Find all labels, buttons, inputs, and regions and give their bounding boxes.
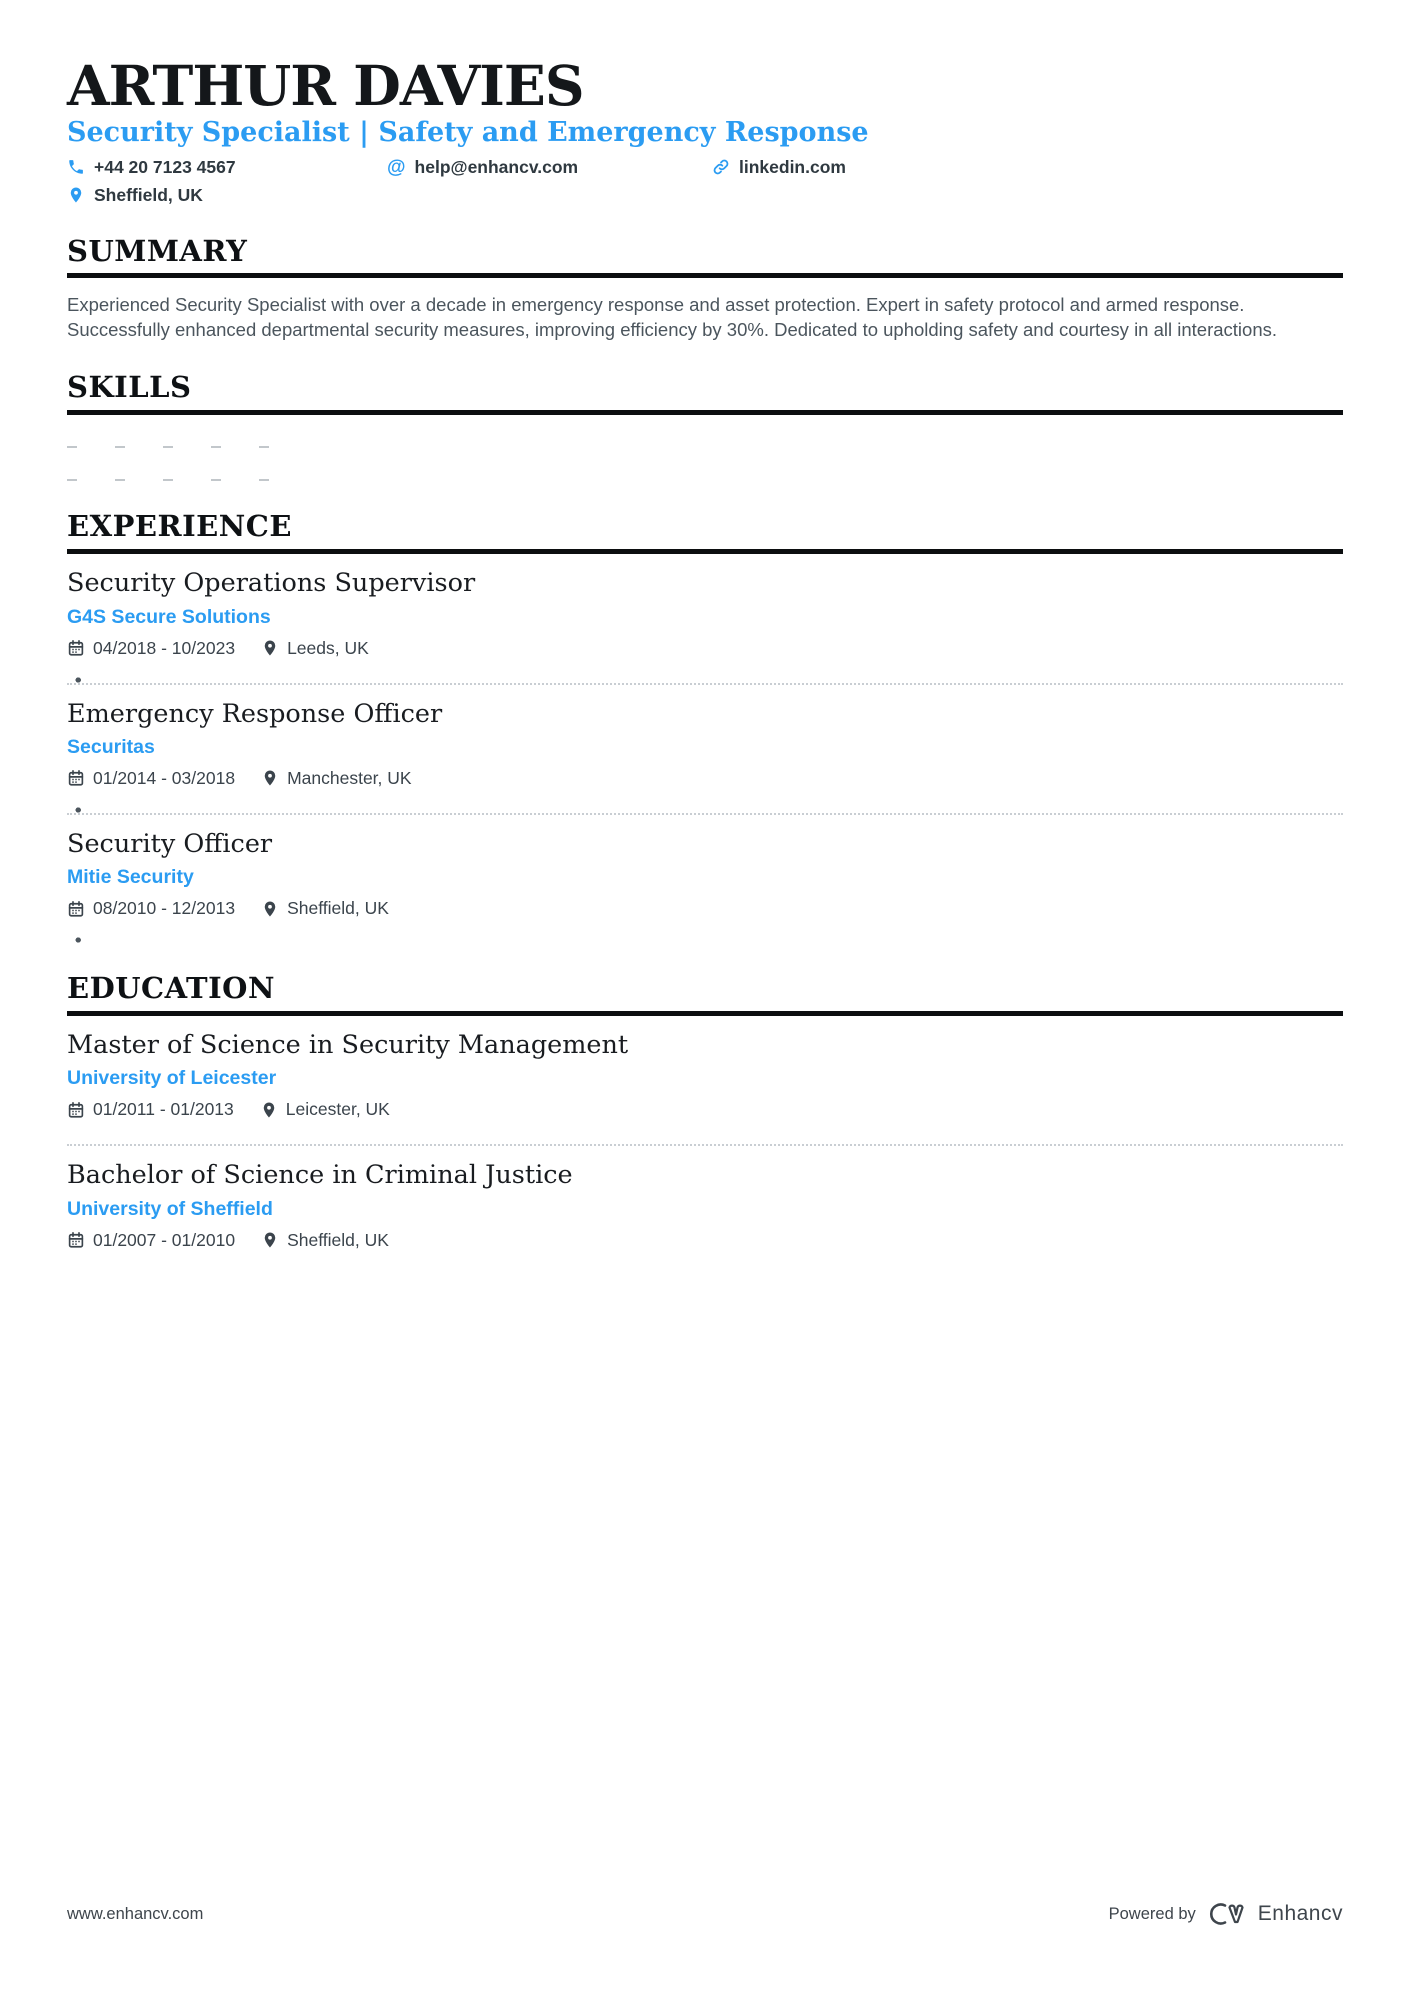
education-section <box>67 973 1343 1275</box>
location-icon <box>261 639 279 657</box>
person-name: ARTHUR DAVIES <box>67 53 584 118</box>
calendar-icon <box>67 1101 85 1119</box>
brand-name: Enhancv <box>1257 1902 1343 1925</box>
job-location-text: Sheffield, UK <box>287 898 389 919</box>
contact-email-text: help@enhancv.com <box>414 156 579 177</box>
job-dates-text: 04/2018 - 10/2023 <box>93 637 236 658</box>
skills-row-2 <box>67 465 1343 481</box>
job-location-text: Leeds, UK <box>287 637 369 658</box>
degree-school: University of Sheffield <box>67 1197 273 1220</box>
degree-list <box>67 1016 1343 1275</box>
job-title: Security Officer <box>67 828 273 859</box>
job-meta <box>67 768 1343 789</box>
job-company: G4S Secure Solutions <box>67 605 271 628</box>
calendar-icon <box>67 900 85 918</box>
calendar-icon <box>67 1231 85 1249</box>
role-subtitle: Security Specialist | Safety and Emergency Response <box>67 117 869 149</box>
experience-section <box>67 511 1343 943</box>
education-heading: EDUCATION <box>67 973 1343 1016</box>
degree-entry <box>67 1144 1343 1274</box>
contact-linkedin[interactable] <box>712 157 846 178</box>
degree-location-text: Sheffield, UK <box>287 1229 389 1250</box>
degree-dates <box>67 1230 235 1251</box>
degree-title: Master of Science in Security Management <box>67 1030 629 1061</box>
contact-row-2 <box>67 185 1343 206</box>
degree-title: Bachelor of Science in Criminal Justice <box>67 1160 573 1191</box>
job-location <box>261 898 389 919</box>
summary-heading: SUMMARY <box>67 236 1343 279</box>
skill-tag <box>211 432 221 448</box>
calendar-icon <box>67 769 85 787</box>
job-dates <box>67 638 235 659</box>
degree-dates-text: 01/2007 - 01/2010 <box>93 1229 236 1250</box>
degree-dates <box>67 1099 234 1120</box>
link-icon <box>712 158 730 176</box>
location-icon <box>261 1231 279 1249</box>
job-dates <box>67 898 235 919</box>
powered-by-label: Powered by <box>1108 1904 1196 1923</box>
summary-text: Experienced Security Specialist with over a decade in emergency response and asset protection. Expert in safety protocol and armed response. Successfully enhanced departmental security measures, improving efficiency by 30%. Dedicated to upholding safety and courtesy in all interactions. <box>67 294 1278 341</box>
degree-entry <box>67 1016 1343 1144</box>
skills-heading: SKILLS <box>67 372 1343 415</box>
location-icon <box>260 1101 278 1119</box>
degree-location <box>260 1099 390 1120</box>
job-title: Security Operations Supervisor <box>67 568 476 599</box>
contact-location <box>67 185 203 206</box>
location-icon <box>261 900 279 918</box>
skills-section <box>67 372 1343 481</box>
skill-tag <box>115 465 125 481</box>
degree-meta <box>67 1099 1343 1120</box>
job-entry <box>67 554 1343 682</box>
degree-meta <box>67 1230 1343 1251</box>
skill-tag <box>67 465 77 481</box>
phone-icon <box>67 158 85 176</box>
job-company: Securitas <box>67 735 155 758</box>
contact-phone[interactable] <box>67 157 387 178</box>
degree-dates-text: 01/2011 - 01/2013 <box>93 1099 234 1120</box>
contact-row-1 <box>67 157 1343 178</box>
skill-tag <box>67 432 77 448</box>
skill-tag <box>259 432 269 448</box>
powered-by[interactable] <box>1109 1901 1343 1927</box>
location-icon <box>261 769 279 787</box>
skill-tag <box>163 432 173 448</box>
job-dates <box>67 768 235 789</box>
skill-tag <box>259 465 269 481</box>
summary-section <box>67 233 1343 343</box>
job-meta <box>67 898 1343 919</box>
degree-school: University of Leicester <box>67 1067 277 1090</box>
footer-site-link[interactable]: www.enhancv.com <box>67 1904 204 1923</box>
job-location <box>261 768 412 789</box>
enhancv-logo-icon <box>1207 1901 1247 1927</box>
experience-heading: EXPERIENCE <box>67 511 1343 554</box>
job-company: Mitie Security <box>67 866 194 889</box>
at-icon: @ <box>387 156 406 178</box>
skills-row-1 <box>67 432 1343 448</box>
job-title: Emergency Response Officer <box>67 698 443 729</box>
contact-phone-text: +44 20 7123 4567 <box>94 156 236 177</box>
skill-tag <box>163 465 173 481</box>
job-dates-text: 08/2010 - 12/2013 <box>93 898 236 919</box>
job-entry <box>67 683 1343 813</box>
job-location-text: Manchester, UK <box>287 767 412 788</box>
header <box>67 53 1343 206</box>
job-entry <box>67 813 1343 943</box>
location-icon <box>67 186 85 204</box>
job-location <box>261 638 369 659</box>
footer <box>67 1901 1343 1927</box>
skill-tag <box>211 465 221 481</box>
degree-location-text: Leicester, UK <box>285 1099 390 1120</box>
contact-linkedin-text: linkedin.com <box>739 156 846 177</box>
job-meta <box>67 638 1343 659</box>
degree-location <box>261 1230 389 1251</box>
calendar-icon <box>67 639 85 657</box>
skill-tag <box>115 432 125 448</box>
contact-location-text: Sheffield, UK <box>94 184 203 205</box>
contact-email[interactable] <box>387 157 712 178</box>
job-dates-text: 01/2014 - 03/2018 <box>93 767 236 788</box>
job-list <box>67 554 1343 943</box>
